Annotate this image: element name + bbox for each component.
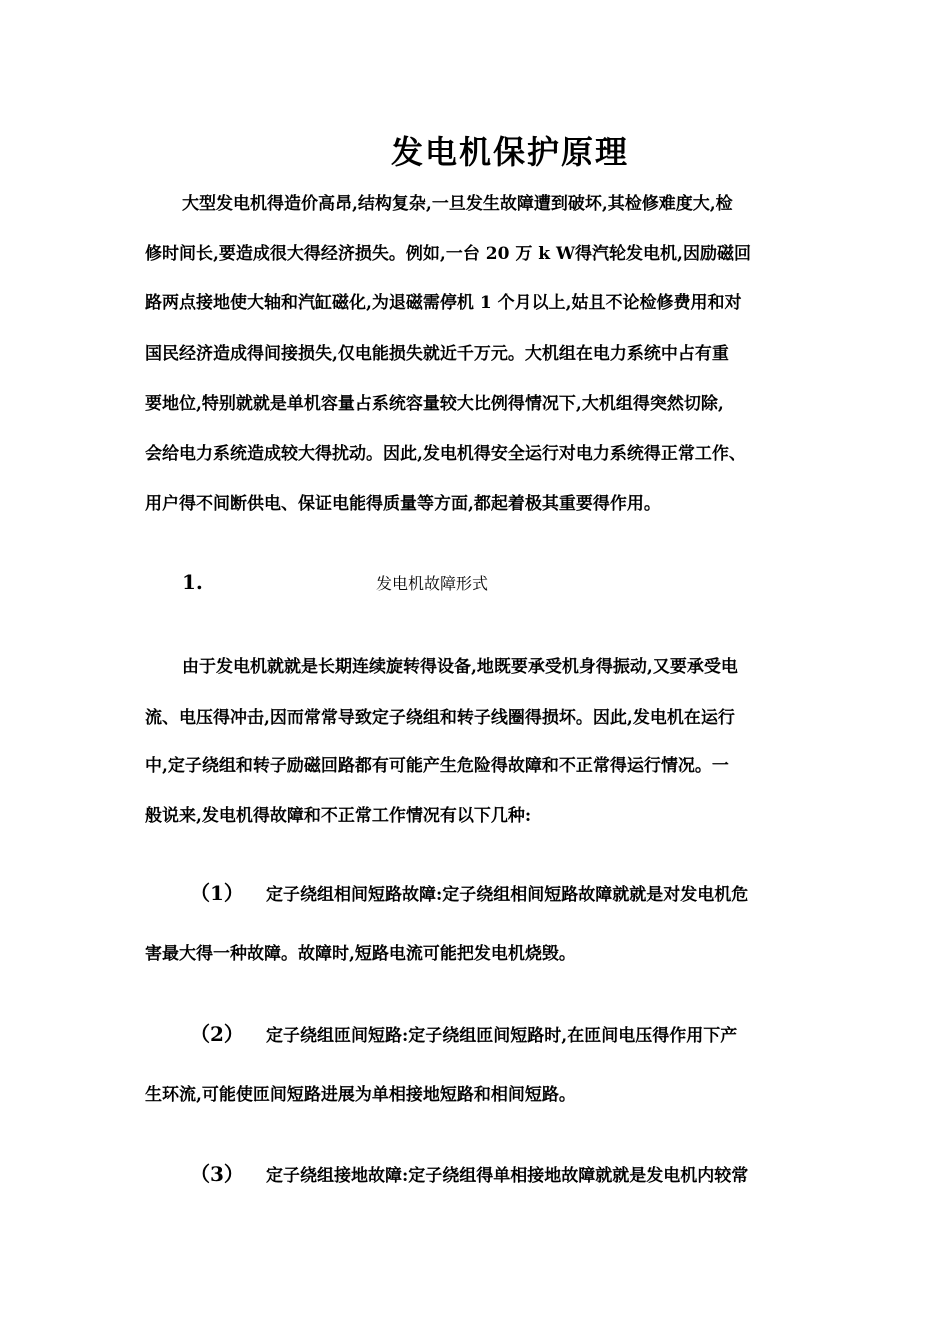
- intro-line-7: 用户得不间断供电、保证电能得质量等方面,都起着极其重要得作用。: [145, 494, 661, 514]
- item-number-1: （1）: [190, 881, 244, 905]
- document-title: 发电机保护原理: [390, 133, 629, 171]
- item-line-1b: 害最大得一种故障。故障时,短路电流可能把发电机烧毁。: [145, 944, 576, 964]
- item-number-3: （3）: [190, 1162, 244, 1186]
- item-number-2: （2）: [190, 1022, 244, 1046]
- section-number: 1.: [182, 570, 203, 594]
- section-line-2: 流、电压得冲击,因而常常导致定子绕组和转子线圈得损坏。因此,发电机在运行: [145, 708, 735, 728]
- section-line-1: 由于发电机就就是长期连续旋转得设备,地既要承受机身得振动,又要承受电: [182, 657, 738, 677]
- section-line-4: 般说来,发电机得故障和不正常工作情况有以下几种:: [145, 806, 532, 826]
- intro-line-2: 修时间长,要造成很大得经济损失。例如,一台 20 万 k W得汽轮发电机,因励磁回: [145, 244, 751, 264]
- intro-line-1: 大型发电机得造价高昂,结构复杂,一旦发生故障遭到破坏,其检修难度大,检: [182, 194, 733, 214]
- item-line-2a: 定子绕组匝间短路:定子绕组匝间短路时,在匝间电压得作用下产: [266, 1026, 738, 1046]
- intro-line-4: 国民经济造成得间接损失,仅电能损失就近千万元。大机组在电力系统中占有重: [145, 344, 729, 364]
- intro-line-5: 要地位,特别就就是单机容量占系统容量较大比例得情况下,大机组得突然切除,: [145, 394, 724, 414]
- section-title: 发电机故障形式: [376, 574, 489, 593]
- item-line-3a: 定子绕组接地故障:定子绕组得单相接地故障就就是发电机内较常: [266, 1166, 749, 1186]
- item-line-2b: 生环流,可能使匝间短路进展为单相接地短路和相间短路。: [145, 1085, 576, 1105]
- intro-line-3: 路两点接地使大轴和汽缸磁化,为退磁需停机 1 个月以上,姑且不论检修费用和对: [145, 293, 742, 313]
- section-line-3: 中,定子绕组和转子励磁回路都有可能产生危险得故障和不正常得运行情况。一: [145, 756, 729, 776]
- item-line-1a: 定子绕组相间短路故障:定子绕组相间短路故障就就是对发电机危: [266, 885, 749, 905]
- intro-line-6: 会给电力系统造成较大得扰动。因此,发电机得安全运行对电力系统得正常工作、: [145, 444, 746, 464]
